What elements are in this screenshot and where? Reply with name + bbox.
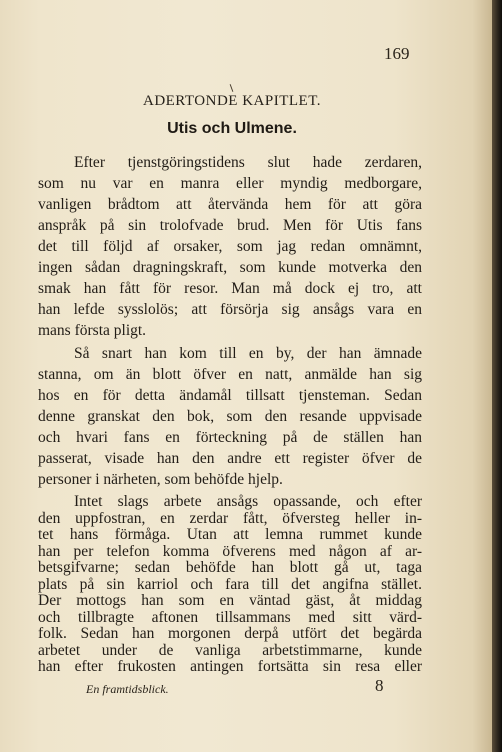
signature-mark: 8 (375, 676, 384, 695)
footer-title: En framtidsblick. (86, 682, 169, 696)
text-line: och hvari fans en förteckning på de ställen han (38, 429, 422, 446)
text-line: anspråk på sin trolofvade brud. Men för Utis fans (38, 217, 422, 234)
text-line: den uppfostran, en zerdar fått, öfversteg heller in- (38, 509, 422, 527)
text-line: plats på sin karriol och fara till det angifna stället. (38, 575, 422, 593)
text-line: ingen sådan dragningskraft, som kunde motverka den (38, 259, 422, 276)
text-line: han lefde sysslolös; att försörja sig ansågs vara en (38, 301, 422, 318)
text-line: hos en för detta ändamål tillsatt tjensteman. Sedan (38, 387, 422, 404)
chapter-heading: ADERTONDE KAPITLET. (142, 93, 322, 109)
text-line: betsgifvarne; sedan behöfde han blott gå ut, taga (38, 559, 422, 576)
text-line: Intet slags arbete ansågs opassande, och efter (74, 493, 422, 510)
text-line: som nu var en manra eller myndig medborgare, (38, 175, 422, 192)
text-line: denne granskat den bok, som den resande uppvisade (38, 408, 422, 425)
text-line: det till följd af orsaker, som jag redan omnämnt, (38, 238, 422, 255)
text-line: stanna, om än blott öfver en natt, anmälde han sig (38, 366, 422, 383)
text-line: tet hans förmåga. Utan att lemna rummet kunde (38, 526, 422, 543)
text-line: arbetet under de vanliga arbetstimmarne, kunde (38, 641, 422, 659)
ink-mark (230, 84, 234, 92)
text-line: passerat, visade han den andre ett register öfver de (38, 450, 422, 467)
page-edge (492, 0, 502, 752)
text-line: mans första pligt. (38, 322, 147, 339)
chapter-title: Utis och Ulmene. (167, 120, 297, 137)
text-line: Efter tjenstgöringstidens slut hade zerdaren, (74, 154, 422, 171)
text-line: Så snart han kom till en by, der han ämnade (74, 345, 422, 362)
text-line: smak han fått för resor. Man må dock ej tro, att (38, 280, 422, 297)
text-line: Der mottogs han som en väntad gäst, åt middag (38, 592, 422, 609)
page-number: 169 (384, 44, 410, 63)
text-line: folk. Sedan han morgonen derpå utfört det begärda (38, 625, 422, 642)
text-line: och tillbragte aftonen tillsammans med sitt värd- (38, 608, 422, 626)
text-line: han per telefon komma öfverens med någon af ar- (38, 542, 422, 560)
text-line: personer i närheten, som behöfde hjelp. (38, 471, 283, 488)
text-line: vanligen brådtom att återvända hem för att göra (38, 196, 422, 213)
text-line: han efter frukosten antingen fortsätta sin resa eller (38, 658, 422, 675)
